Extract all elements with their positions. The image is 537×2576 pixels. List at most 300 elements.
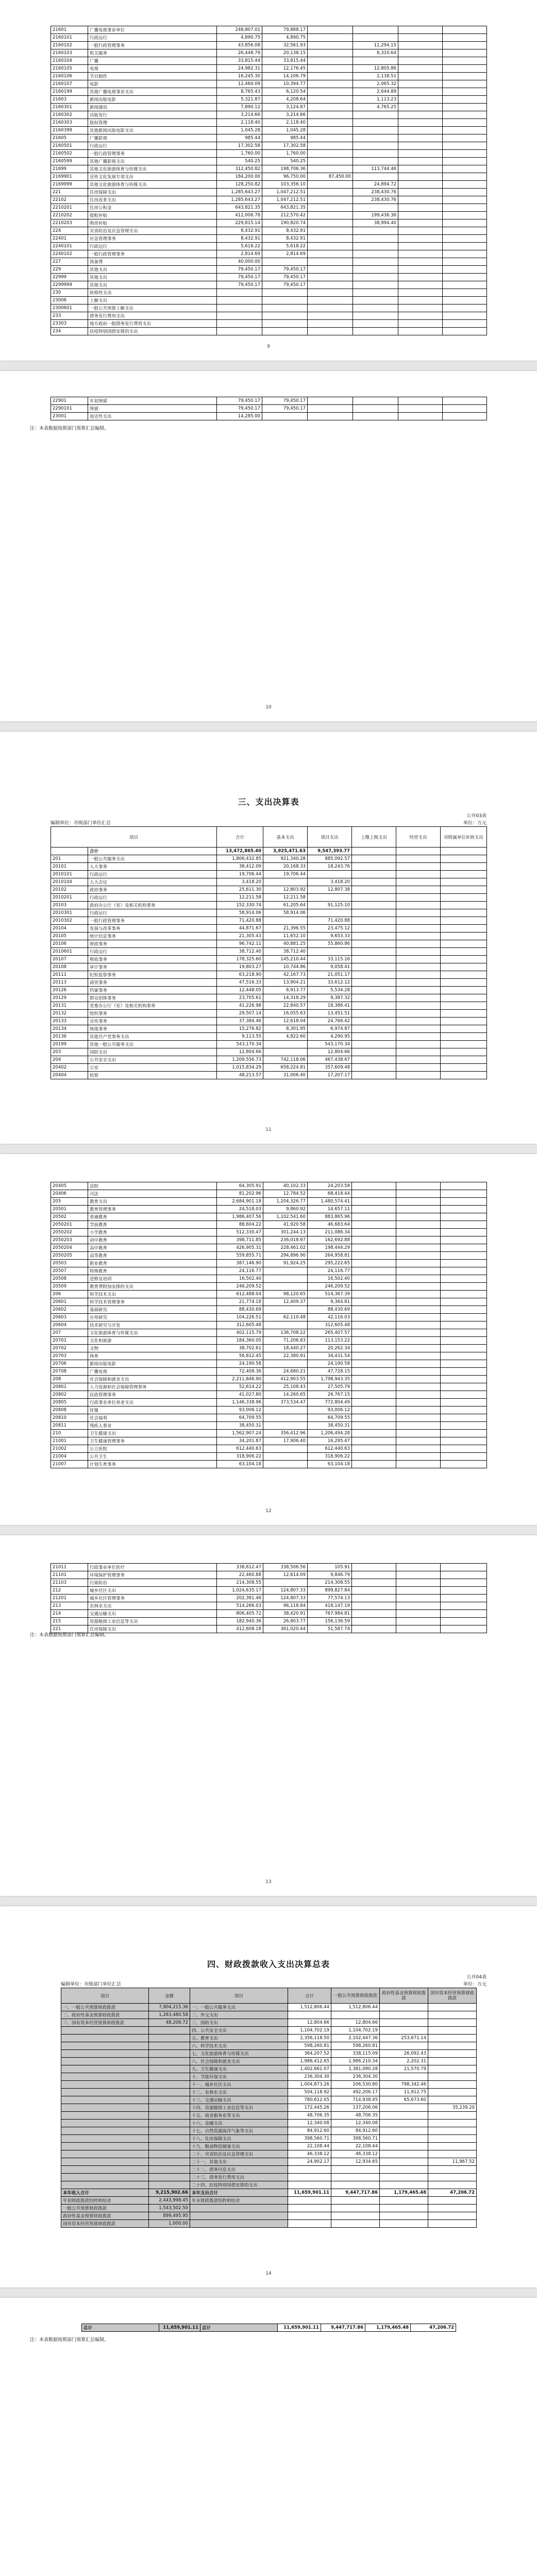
table-cell: 6,310.64 bbox=[353, 49, 398, 57]
table-cell bbox=[380, 2011, 428, 2019]
table-cell: 91,125.10 bbox=[308, 902, 352, 909]
table-cell: 103,356.10 bbox=[262, 181, 308, 189]
table-cell: 九、卫生健康支出 bbox=[190, 2065, 288, 2073]
table-cell: 3,214.66 bbox=[262, 111, 308, 119]
table-cell: 16,502.40 bbox=[308, 1275, 352, 1283]
table-row bbox=[51, 96, 487, 104]
table-cell: 248,807.01 bbox=[217, 26, 262, 34]
table-row bbox=[51, 281, 487, 289]
cell-code: 政府性基金预算财政拨款 bbox=[61, 2212, 149, 2220]
cell-code: 2010601 bbox=[51, 948, 88, 956]
table-cell bbox=[441, 1321, 487, 1329]
table-cell bbox=[441, 1229, 487, 1236]
table-cell bbox=[396, 987, 441, 994]
table-cell: 294,896.90 bbox=[263, 1252, 308, 1260]
table-cell: 一般公共服务支出 bbox=[88, 855, 217, 863]
table-cell: 12,618.04 bbox=[263, 1018, 308, 1025]
table-cell bbox=[428, 2050, 477, 2058]
table-cell: 46,338.12 bbox=[288, 2150, 331, 2158]
table-cell: 398,560.71 bbox=[288, 2135, 331, 2143]
table-cell bbox=[217, 328, 262, 335]
table-cell: 33,115.16 bbox=[308, 956, 352, 963]
table-cell bbox=[441, 1291, 487, 1298]
table-cell bbox=[352, 1314, 396, 1321]
table-cell: 八、社会保障和就业支出 bbox=[190, 2058, 288, 2065]
table-cell bbox=[441, 1033, 487, 1041]
table-body bbox=[51, 26, 487, 335]
cell-code: 2210203 bbox=[51, 219, 88, 227]
cell-code: 20802 bbox=[51, 1391, 88, 1399]
table-cell bbox=[352, 909, 396, 917]
cell-code: 2160105 bbox=[51, 65, 88, 73]
table-cell: 63,104.18 bbox=[308, 1461, 352, 1468]
table-cell bbox=[352, 1056, 396, 1064]
table-cell: 124,807.33 bbox=[263, 1587, 308, 1595]
table-cell: 预备费 bbox=[88, 258, 217, 266]
table-cell bbox=[352, 1602, 396, 1610]
table-cell: 41,027.80 bbox=[217, 1391, 263, 1399]
table-cell: 1,480,574.41 bbox=[308, 1198, 352, 1206]
table-cell bbox=[380, 2027, 428, 2035]
table-cell bbox=[441, 1190, 487, 1198]
cell-code: 20108 bbox=[51, 963, 88, 971]
table-cell: 1,204,326.77 bbox=[263, 1198, 308, 1206]
table-row bbox=[51, 1406, 487, 1414]
table-cell bbox=[398, 328, 443, 335]
table-cell bbox=[441, 902, 487, 909]
table-cell: 13,904.21 bbox=[263, 979, 308, 987]
table-cell bbox=[443, 235, 487, 243]
cell-code bbox=[61, 2135, 149, 2143]
table-cell: 4,890.75 bbox=[262, 34, 308, 42]
table-cell: 群众团体事务 bbox=[88, 994, 217, 1002]
table-cell bbox=[428, 2042, 477, 2050]
table-cell bbox=[398, 34, 443, 42]
table-cell: 72,408.36 bbox=[217, 1368, 263, 1376]
table-cell: 4,822.60 bbox=[263, 1033, 308, 1041]
table-cell: 科学技术管理事务 bbox=[88, 1298, 217, 1306]
table-cell bbox=[443, 274, 487, 281]
table-cell bbox=[262, 289, 308, 297]
table-cell bbox=[398, 80, 443, 88]
table-row bbox=[51, 1002, 487, 1010]
table-cell bbox=[443, 96, 487, 104]
table-row bbox=[51, 886, 487, 894]
table-cell bbox=[441, 1602, 487, 1610]
table-cell bbox=[443, 73, 487, 80]
table-cell: 提租补贴 bbox=[88, 212, 217, 219]
table-cell: 6,974.87 bbox=[308, 1025, 352, 1033]
table-cell bbox=[428, 2089, 477, 2096]
table-cell bbox=[353, 57, 398, 65]
table-row bbox=[51, 1453, 487, 1461]
table-cell bbox=[396, 1221, 441, 1229]
table-cell bbox=[352, 948, 396, 956]
table-cell: 2,684,901.18 bbox=[217, 1198, 263, 1206]
table-cell bbox=[352, 1368, 396, 1376]
table-cell bbox=[428, 2127, 477, 2135]
table-body bbox=[51, 1182, 487, 1468]
table-cell: 26,092.43 bbox=[380, 2050, 428, 2058]
cell-code: 2160106 bbox=[51, 73, 88, 80]
table-cell: 236,304.30 bbox=[288, 2073, 331, 2081]
table-cell: 318,906.22 bbox=[308, 1453, 352, 1461]
table-cell: 19,706.44 bbox=[263, 871, 308, 878]
table-row bbox=[51, 1252, 487, 1260]
table-cell bbox=[308, 235, 353, 243]
table-row bbox=[61, 2004, 477, 2011]
table-row bbox=[51, 49, 487, 57]
table-cell: 一般行政管理事务 bbox=[88, 42, 217, 49]
table-cell bbox=[441, 1306, 487, 1314]
table-cell: 14,106.79 bbox=[262, 73, 308, 80]
table-cell: 9,387.32 bbox=[308, 994, 352, 1002]
table-cell: 402,115.79 bbox=[217, 1329, 263, 1337]
table-cell bbox=[262, 258, 308, 266]
table-cell bbox=[398, 111, 443, 119]
fiscal-allocation-table bbox=[61, 1988, 477, 2228]
table-cell bbox=[441, 1445, 487, 1453]
table-cell bbox=[441, 1383, 487, 1391]
table-cell: 38,420.91 bbox=[263, 1610, 308, 1618]
table-cell: 1,000.00 bbox=[149, 2220, 190, 2228]
table-row bbox=[51, 956, 487, 963]
table-row bbox=[51, 855, 487, 863]
table-cell bbox=[308, 328, 353, 335]
page-number: 11 bbox=[265, 1127, 272, 1132]
table-cell bbox=[441, 979, 487, 987]
table-cell: 电影 bbox=[88, 80, 217, 88]
table-cell: 899,495.95 bbox=[149, 2212, 190, 2220]
table-row bbox=[61, 2027, 477, 2035]
table-cell: 24,203.58 bbox=[308, 1182, 352, 1190]
table-cell: 14,657.11 bbox=[308, 1206, 352, 1213]
table-cell bbox=[263, 878, 308, 886]
table-cell bbox=[308, 312, 353, 320]
table-cell: 3,214.66 bbox=[217, 111, 262, 119]
cell-code: 23001 bbox=[51, 413, 88, 420]
table-row bbox=[51, 987, 487, 994]
table-cell bbox=[396, 1252, 441, 1260]
table-row bbox=[51, 119, 487, 127]
table-cell bbox=[396, 1461, 441, 1468]
table-row bbox=[51, 111, 487, 119]
table-cell bbox=[441, 894, 487, 902]
page-7 bbox=[0, 2298, 537, 2576]
table-cell bbox=[308, 196, 353, 204]
table-cell: 十六、金融支出 bbox=[190, 2120, 288, 2127]
table-cell bbox=[352, 902, 396, 909]
table-cell: 1,104,702.19 bbox=[288, 2027, 331, 2035]
table-cell bbox=[352, 1198, 396, 1206]
table-cell: 司法 bbox=[88, 1190, 217, 1198]
cell-code: 20811 bbox=[51, 1422, 88, 1430]
col-header: 经营支出 bbox=[396, 827, 441, 848]
table-cell: 398,560.71 bbox=[331, 2135, 380, 2143]
table-cell: 921,340.28 bbox=[263, 855, 308, 863]
table-cell: 19,803.27 bbox=[217, 963, 263, 971]
table-cell bbox=[398, 158, 443, 165]
table-row bbox=[51, 1213, 487, 1221]
table-cell: 高等教育 bbox=[88, 1252, 217, 1260]
table-row bbox=[51, 57, 487, 65]
table-cell: 纪检监察事务 bbox=[88, 971, 217, 979]
table-cell bbox=[443, 142, 487, 150]
table-cell bbox=[262, 413, 308, 420]
table-cell bbox=[380, 2181, 428, 2189]
table-cell: 14,285.00 bbox=[217, 413, 262, 420]
table-row bbox=[51, 1337, 487, 1345]
table-cell bbox=[441, 878, 487, 886]
table-row bbox=[51, 971, 487, 979]
table-row bbox=[51, 297, 487, 304]
table-cell: 税收事务 bbox=[88, 956, 217, 963]
table-cell bbox=[353, 127, 398, 134]
table-row bbox=[51, 397, 487, 405]
table-cell: 预留 bbox=[88, 405, 217, 413]
table-cell: 1,512,806.44 bbox=[331, 2004, 380, 2011]
table-cell bbox=[443, 227, 487, 235]
cell-code: 21103 bbox=[51, 1579, 88, 1587]
table-continued bbox=[51, 26, 487, 335]
cell-code: 2210202 bbox=[51, 212, 88, 219]
table-cell bbox=[441, 1453, 487, 1461]
table-cell bbox=[396, 1430, 441, 1437]
table-row bbox=[61, 2181, 477, 2189]
table-cell: 1,206,494.28 bbox=[308, 1430, 352, 1437]
table-cell: 文化旅游体育与传媒支出 bbox=[88, 1329, 217, 1337]
table-cell bbox=[262, 328, 308, 335]
table-cell bbox=[380, 2042, 428, 2050]
table-cell bbox=[308, 204, 353, 212]
cell-code bbox=[61, 2174, 149, 2181]
table-cell: 12,784.52 bbox=[263, 1190, 308, 1198]
table-row bbox=[51, 863, 487, 871]
table-cell: 612,488.04 bbox=[217, 1291, 263, 1298]
table-cell bbox=[396, 1571, 441, 1579]
table-cell bbox=[396, 1283, 441, 1291]
table-cell bbox=[353, 142, 398, 150]
table-cell: 初中教育 bbox=[88, 1236, 217, 1244]
table-cell: 899,827.84 bbox=[308, 1587, 352, 1595]
table-cell bbox=[396, 1345, 441, 1352]
table-cell: 1,986,210.34 bbox=[331, 2058, 380, 2065]
table-cell bbox=[441, 1461, 487, 1468]
table-cell bbox=[441, 871, 487, 878]
table-cell bbox=[443, 88, 487, 96]
table-cell: 79,450.17 bbox=[262, 266, 308, 274]
table-header bbox=[51, 827, 487, 848]
table-cell: 四、公共安全支出 bbox=[190, 2027, 288, 2035]
table-row bbox=[51, 189, 487, 196]
table-row bbox=[61, 2096, 477, 2104]
cell-code: 20702 bbox=[51, 1345, 88, 1352]
table-cell: 发展与改革事务 bbox=[88, 925, 217, 933]
table-cell: 40,881.25 bbox=[263, 940, 308, 948]
cell-code: 2169901 bbox=[51, 173, 88, 181]
table-cell bbox=[428, 2197, 477, 2205]
table-cell: 514,367.39 bbox=[308, 1291, 352, 1298]
table-cell: 412,608.18 bbox=[217, 1625, 263, 1633]
table-cell: 1,045.28 bbox=[262, 127, 308, 134]
table-cell bbox=[441, 1298, 487, 1306]
cell-code: 本年收入合计 bbox=[61, 2189, 149, 2197]
table-cell: 643,821.35 bbox=[217, 204, 262, 212]
table-row bbox=[51, 878, 487, 886]
table-cell bbox=[441, 1391, 487, 1399]
table-cell bbox=[149, 2081, 190, 2089]
table-cell: 9,860.92 bbox=[263, 1206, 308, 1213]
table-cell bbox=[263, 1041, 308, 1048]
table-cell bbox=[428, 2112, 477, 2120]
cell-code bbox=[61, 2050, 149, 2058]
table-cell bbox=[396, 894, 441, 902]
table-cell bbox=[308, 96, 353, 104]
table-cell bbox=[441, 1368, 487, 1376]
table-cell bbox=[398, 181, 443, 189]
table-cell: 79,450.17 bbox=[217, 274, 262, 281]
table-cell: 24,680.21 bbox=[263, 1368, 308, 1376]
table-cell bbox=[308, 142, 353, 150]
table-cell bbox=[380, 2127, 428, 2135]
table-cell bbox=[353, 34, 398, 42]
table-cell: 387,146.90 bbox=[217, 1260, 263, 1267]
cell-code: 20126 bbox=[51, 987, 88, 994]
cell-code: 21605 bbox=[51, 134, 88, 142]
cell-code: 20703 bbox=[51, 1352, 88, 1360]
table-cell bbox=[149, 2181, 190, 2189]
cell-code bbox=[61, 2143, 149, 2150]
table-cell bbox=[263, 1406, 308, 1414]
cell-code bbox=[61, 2127, 149, 2135]
col-header: 一般公共预算财政拨款 bbox=[331, 1988, 380, 2004]
table-cell bbox=[396, 863, 441, 871]
table-row bbox=[51, 413, 487, 420]
table-cell: 26,767.15 bbox=[308, 1391, 352, 1399]
table-cell: 教育费附加安排的支出 bbox=[88, 1283, 217, 1291]
table-cell: 2,814.69 bbox=[217, 250, 262, 258]
table-cell bbox=[352, 1571, 396, 1579]
table-cell bbox=[352, 1422, 396, 1430]
table-row bbox=[61, 2058, 477, 2065]
table-cell bbox=[352, 979, 396, 987]
table-cell bbox=[217, 320, 262, 328]
cell-code bbox=[61, 2058, 149, 2065]
cell-code: 20509 bbox=[51, 1283, 88, 1291]
cell-code: 215 bbox=[51, 1618, 88, 1625]
table-cell: 9,547,393.77 bbox=[308, 848, 352, 855]
table-cell bbox=[353, 243, 398, 250]
table-cell bbox=[353, 173, 398, 181]
col-header: 合计 bbox=[288, 1988, 331, 2004]
table-cell bbox=[352, 956, 396, 963]
table-cell bbox=[149, 2096, 190, 2104]
table-cell: 2,356,118.50 bbox=[288, 2035, 331, 2042]
table-cell bbox=[443, 158, 487, 165]
table-cell: 885,092.57 bbox=[308, 855, 352, 863]
table-cell bbox=[263, 1414, 308, 1422]
table-cell: 113,153.22 bbox=[308, 1337, 352, 1345]
table-cell bbox=[149, 2127, 190, 2135]
table-row bbox=[61, 2205, 477, 2212]
table-cell: 236,018.97 bbox=[263, 1236, 308, 1244]
table-cell: 18,243.76 bbox=[308, 863, 352, 871]
table-cell: 交通运输支出 bbox=[88, 1610, 217, 1618]
table-cell bbox=[352, 1236, 396, 1244]
table-cell: 211,086.34 bbox=[308, 1229, 352, 1236]
cell-code: 221 bbox=[51, 189, 88, 196]
table-row bbox=[61, 2050, 477, 2058]
table-row bbox=[51, 250, 487, 258]
table-cell bbox=[396, 1610, 441, 1618]
col-header: 项目 bbox=[51, 827, 217, 848]
table-cell bbox=[352, 1283, 396, 1291]
table-cell: 156,136.59 bbox=[308, 1618, 352, 1625]
table-cell: 71,420.88 bbox=[217, 917, 263, 925]
table-cell: 住房保障支出 bbox=[88, 189, 217, 196]
table-cell bbox=[331, 2197, 380, 2205]
table-cell bbox=[263, 1453, 308, 1461]
col-header: 金额 bbox=[149, 1988, 190, 2004]
table-cell: 504,118.92 bbox=[288, 2089, 331, 2096]
table-body bbox=[51, 848, 487, 1079]
cell-code: 204 bbox=[51, 1056, 88, 1064]
table-cell bbox=[288, 2174, 331, 2181]
table-note: 注：本表数据按照部门预算汇总编制。 bbox=[30, 2337, 109, 2343]
table-cell: 文物 bbox=[88, 1345, 217, 1352]
table-cell bbox=[352, 1298, 396, 1306]
table-cell bbox=[149, 2065, 190, 2073]
table-row bbox=[51, 127, 487, 134]
table-cell: 11,652.10 bbox=[263, 933, 308, 940]
cell-code: 2010302 bbox=[51, 917, 88, 925]
table-cell bbox=[428, 2065, 477, 2073]
table-cell: 47,206.72 bbox=[428, 2189, 477, 2197]
table-cell bbox=[149, 2166, 190, 2174]
table-cell: 33,612.12 bbox=[308, 979, 352, 987]
table-row bbox=[51, 104, 487, 111]
table-cell bbox=[352, 1025, 396, 1033]
table-cell bbox=[149, 2158, 190, 2166]
table-cell: 普通教育 bbox=[88, 1213, 217, 1221]
table-cell bbox=[308, 397, 353, 405]
table-cell bbox=[441, 933, 487, 940]
table-cell: 8,432.91 bbox=[262, 235, 308, 243]
table-row bbox=[51, 1368, 487, 1376]
col-header: 对附属单位补助支出 bbox=[441, 827, 487, 848]
table-cell bbox=[396, 1618, 441, 1625]
cell-code: 2240102 bbox=[51, 250, 88, 258]
table-cell: 2,065.32 bbox=[353, 80, 398, 88]
table-row bbox=[51, 1314, 487, 1321]
table-cell bbox=[396, 1018, 441, 1025]
table-cell: 96,118.84 bbox=[263, 1602, 308, 1610]
cell-code: 221 bbox=[51, 1625, 88, 1633]
table-cell: 19,706.44 bbox=[217, 871, 263, 878]
table-cell bbox=[262, 304, 308, 312]
table-cell bbox=[396, 1564, 441, 1571]
table-cell bbox=[308, 189, 353, 196]
table-row bbox=[51, 979, 487, 987]
table-cell bbox=[398, 204, 443, 212]
table-cell: 8,432.91 bbox=[262, 227, 308, 235]
table-cell: 24,190.58 bbox=[308, 1360, 352, 1368]
cell-code: 21699 bbox=[51, 165, 88, 173]
table-cell bbox=[331, 2220, 380, 2228]
cell-code bbox=[61, 2089, 149, 2096]
table-cell: 住房保障支出 bbox=[88, 1625, 217, 1633]
table-row bbox=[61, 2081, 477, 2089]
